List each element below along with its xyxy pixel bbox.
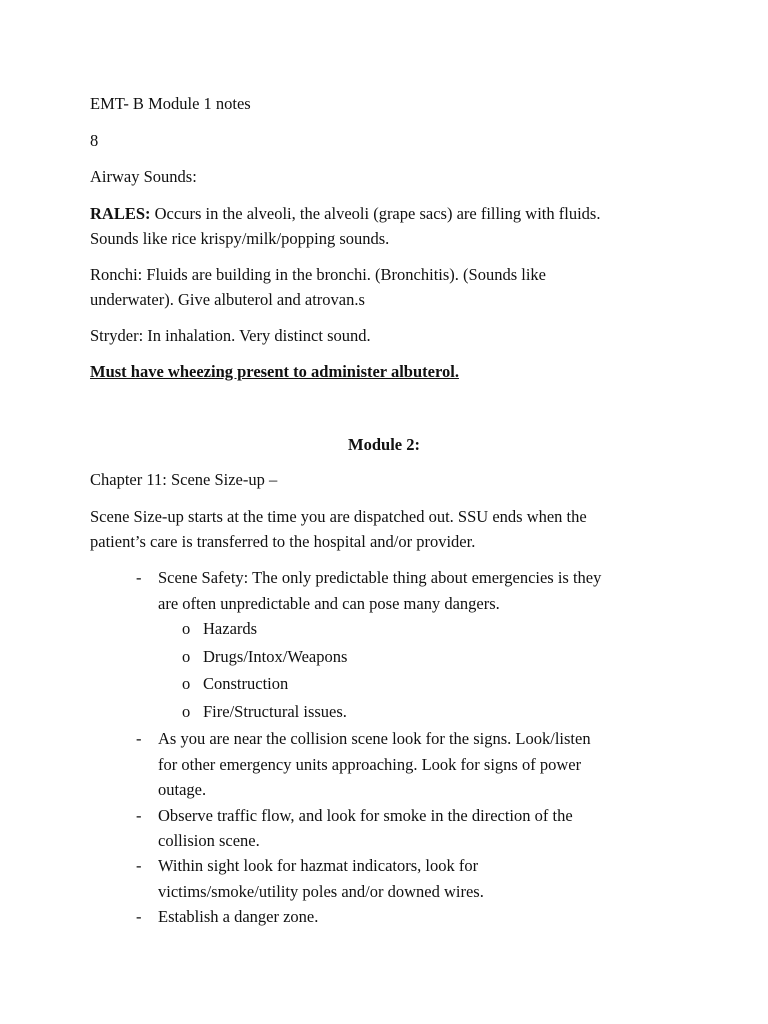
bullet-1-line-2: are often unpredictable and can pose many dangers. (158, 594, 500, 613)
rales-paragraph-line-1 (90, 206, 600, 223)
bullet-dash: - (136, 806, 142, 825)
rales-paragraph-line-2: Sounds like rice krispy/milk/popping sounds. (90, 229, 390, 248)
ronchi-line-1: Ronchi: Fluids are building in the bronchi. (Bronchitis). (Sounds like (90, 265, 546, 284)
module-2-heading: Module 2: (348, 435, 420, 454)
rales-text: Occurs in the alveoli, the alveoli (grape sacs) are filling with fluids. (150, 204, 601, 223)
stryder-line: Stryder: In inhalation. Very distinct sound. (90, 326, 371, 345)
bullet-5-line-1: Establish a danger zone. (158, 907, 319, 926)
bullet-3-line-1: Observe traffic flow, and look for smoke in the direction of the (158, 806, 573, 825)
document-title: EMT- B Module 1 notes (90, 94, 251, 113)
sub-bullet-fire: Fire/Structural issues. (203, 702, 347, 721)
bullet-dash: - (136, 907, 142, 926)
bullet-3-line-2: collision scene. (158, 831, 260, 850)
bullet-2-line-3: outage. (158, 780, 207, 799)
sub-bullet-hazards: Hazards (203, 619, 258, 638)
ssu-line-2: patient’s care is transferred to the hospital and/or provider. (90, 532, 476, 551)
ssu-line-1: Scene Size-up starts at the time you are dispatched out. SSU ends when the (90, 507, 587, 526)
sub-bullet-circle: o (182, 702, 191, 721)
chapter-11-heading: Chapter 11: Scene Size-up – (90, 470, 278, 489)
bullet-1-line-1: Scene Safety: The only predictable thing about emergencies is they (158, 568, 602, 587)
bullet-2-line-1: As you are near the collision scene look for the signs. Look/listen (158, 729, 591, 748)
sub-bullet-construction: Construction (203, 674, 289, 693)
bullet-2-line-2: for other emergency units approaching. Look for signs of power (158, 755, 582, 774)
bullet-4-line-2: victims/smoke/utility poles and/or downed wires. (158, 882, 484, 901)
bullet-dash: - (136, 856, 142, 875)
sub-bullet-circle: o (182, 647, 191, 666)
sub-bullet-drugs: Drugs/Intox/Weapons (203, 647, 348, 666)
sub-bullet-circle: o (182, 619, 191, 638)
airway-sounds-heading: Airway Sounds: (90, 167, 197, 186)
ronchi-line-2: underwater). Give albuterol and atrovan.s (90, 290, 365, 309)
sub-bullet-circle: o (182, 674, 191, 693)
bullet-dash: - (136, 729, 142, 748)
bullet-4-line-1: Within sight look for hazmat indicators, look for (158, 856, 479, 875)
page-number: 8 (90, 131, 99, 150)
rales-label: RALES: (90, 204, 151, 223)
wheezing-note: Must have wheezing present to administer albuterol. (90, 362, 459, 381)
bullet-dash: - (136, 568, 142, 587)
